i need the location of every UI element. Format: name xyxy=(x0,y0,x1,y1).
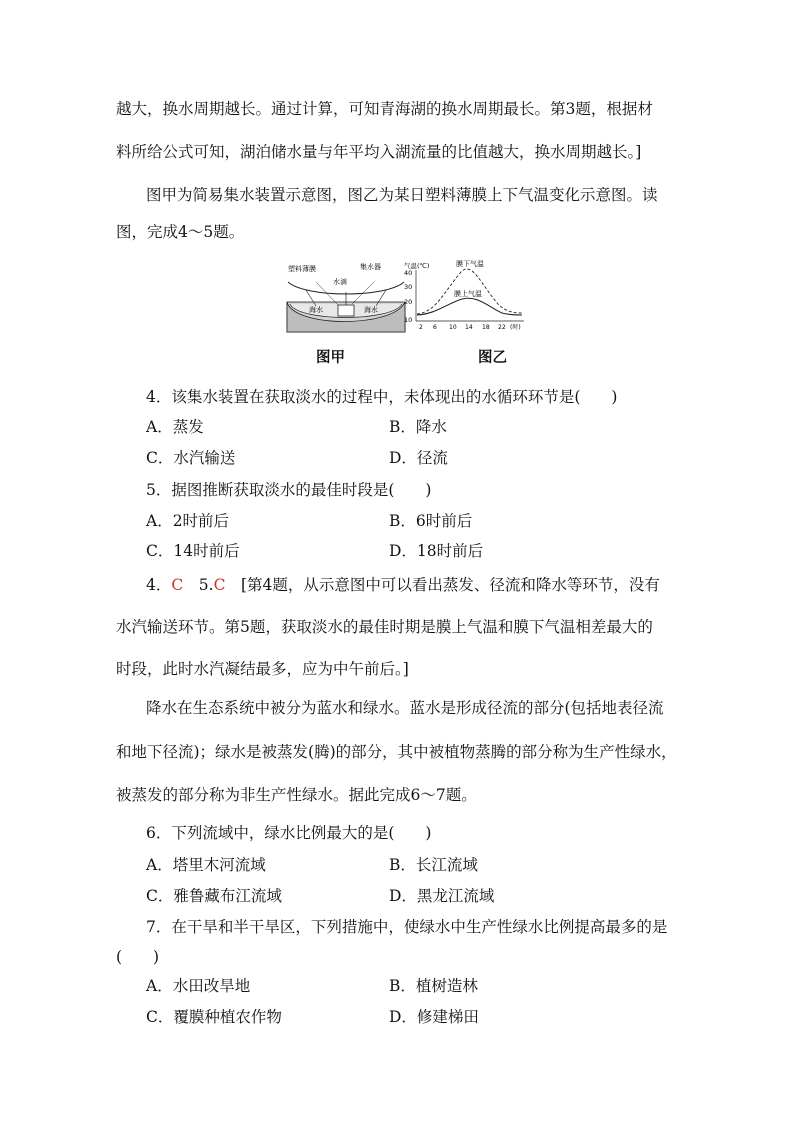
x-tick-18: 18 xyxy=(482,324,490,331)
q6-option-a: A．塔里木河流域 xyxy=(146,856,266,874)
q4-option-c: C．水汽输送 xyxy=(146,449,236,467)
q4-stem: 4．该集水装置在获取淡水的过程中，未体现出的水循环环节是( ) xyxy=(146,388,618,406)
q7-option-c: C．覆膜种植农作物 xyxy=(146,1008,282,1026)
label-drop: 水滴 xyxy=(333,278,347,286)
label-over-film: 膜上气温 xyxy=(454,290,482,298)
x-tick-14: 14 xyxy=(465,324,473,331)
answer-4-5-line1 xyxy=(146,575,660,595)
x-tick-22: 22 xyxy=(498,324,506,331)
answer-5: C xyxy=(213,576,226,594)
figure-water-collector xyxy=(286,258,532,334)
answer-4: C xyxy=(171,576,184,594)
figure-b-chart xyxy=(404,259,524,331)
answer-4-num: 4． xyxy=(146,576,172,594)
q7-stem-line2: ( ) xyxy=(116,948,160,966)
q4-option-a: A．蒸发 xyxy=(146,418,204,436)
q6-option-c: C．雅鲁藏布江流域 xyxy=(146,887,282,905)
x-tick-6: 6 xyxy=(433,324,437,331)
intro2-line2: 和地下径流)；绿水是被蒸发(腾)的部分，其中被植物蒸腾的部分称为生产性绿水， xyxy=(116,743,677,761)
q6-option-d: D．黑龙江流域 xyxy=(389,887,495,905)
q6-option-b: B．长江流域 xyxy=(389,856,478,874)
q4-option-d: D．径流 xyxy=(389,449,448,467)
y-tick-10: 10 xyxy=(404,316,413,324)
y-tick-20: 20 xyxy=(404,298,413,306)
q7-option-a: A．水田改旱地 xyxy=(146,977,251,995)
q7-option-b: B．植树造林 xyxy=(389,977,478,995)
q5-option-a: A．2时前后 xyxy=(146,512,230,530)
x-unit: (时) xyxy=(510,324,521,331)
q5-option-c: C．14时前后 xyxy=(146,542,240,560)
q7-option-d: D．修建梯田 xyxy=(389,1008,479,1026)
q5-option-d: D．18时前后 xyxy=(389,542,484,560)
para1-line1: 越大，换水周期越长。通过计算，可知青海湖的换水周期最长。第3题，根据材 xyxy=(116,100,653,118)
y-tick-40: 40 xyxy=(404,269,413,277)
q5-option-b: B．6时前后 xyxy=(389,512,473,530)
q4-option-b: B．降水 xyxy=(389,418,447,436)
figure-a-diagram xyxy=(287,262,405,332)
figure-a-caption: 图甲 xyxy=(316,349,345,366)
intro2-line1: 降水在生态系统中被分为蓝水和绿水。蓝水是形成径流的部分(包括地表径流 xyxy=(146,699,664,717)
x-tick-2: 2 xyxy=(419,324,423,331)
label-collector: 集水器 xyxy=(360,263,381,271)
answer-4-5-line3: 时段，此时水汽凝结最多，应为中午前后。] xyxy=(116,660,409,678)
answer-5-num: 5. xyxy=(198,576,214,594)
label-sea-right: 海水 xyxy=(364,306,378,314)
q6-stem: 6．下列流域中，绿水比例最大的是( ) xyxy=(146,824,432,842)
answer-4-5-explain: [第4题，从示意图中可以看出蒸发、径流和降水等环节，没有 xyxy=(240,576,660,594)
label-under-film: 膜下气温 xyxy=(456,260,484,268)
answer-4-5-line2: 水汽输送环节。第5题，获取淡水的最佳时期是膜上气温和膜下气温相差最大的 xyxy=(116,618,653,636)
intro1-line1: 图甲为简易集水装置示意图，图乙为某日塑料薄膜上下气温变化示意图。读 xyxy=(146,186,658,204)
figure-b-caption: 图乙 xyxy=(478,349,507,366)
q5-stem: 5．据图推断获取淡水的最佳时段是( ) xyxy=(146,481,432,499)
label-source: 塑料薄膜 xyxy=(288,265,316,273)
x-tick-10: 10 xyxy=(449,324,457,331)
y-tick-30: 30 xyxy=(404,283,413,291)
label-sea-left: 海水 xyxy=(309,306,323,314)
intro1-line2: 图，完成4～5题。 xyxy=(116,223,245,241)
intro2-line3: 被蒸发的部分称为非生产性绿水。据此完成6～7题。 xyxy=(116,786,477,804)
y-unit: 气温(℃) xyxy=(404,262,430,270)
q7-stem-line1: 7．在干旱和半干旱区，下列措施中，使绿水中生产性绿水比例提高最多的是 xyxy=(146,918,668,936)
para1-line2: 料所给公式可知，湖泊储水量与年平均入湖流量的比值越大，换水周期越长。] xyxy=(116,143,642,161)
